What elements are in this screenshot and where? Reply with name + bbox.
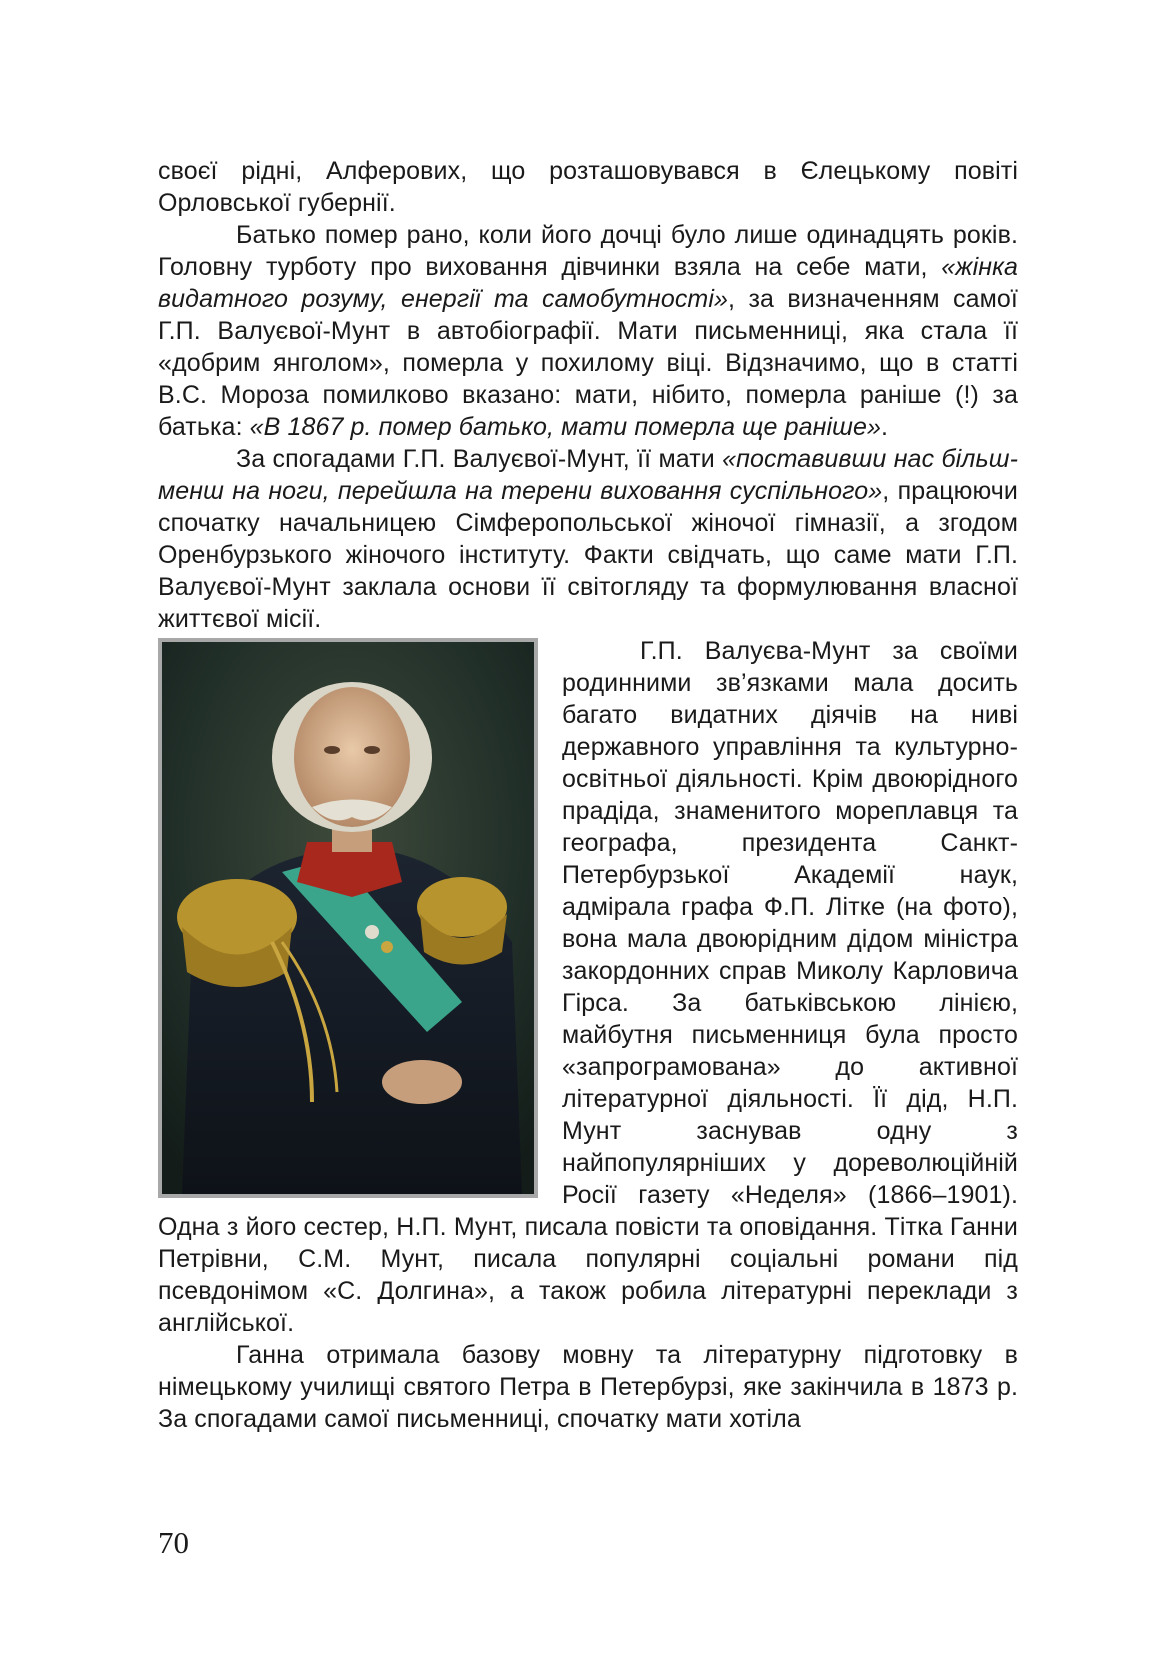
paragraph-2-text-c: . — [880, 413, 889, 441]
paragraph-2-text-b: , за визначенням самої Г.П. Валуєвої-Мунт в автобіографії. Мати письменниці, яка стала її «добрим янголом», померла у похилому віці. Відзначимо, що в статті В.С. Мороза помилково вказано: мати, нібито, померла раніше (!) за батька: — [158, 285, 1018, 441]
paragraph-2-quote-1: «жінка видатного розуму, енергії та самобутності» — [158, 253, 1018, 313]
text-column — [158, 155, 1018, 1435]
paragraph-2-quote-2: «В 1867 р. помер батько, мати померла ще раніше» — [249, 413, 881, 441]
page-number: 70 — [158, 1525, 189, 1560]
portrait-image — [162, 642, 534, 1194]
paragraph-3-text-b: , працюючи спочатку начальницею Сімферопольської жіночої гімназії, а згодом Оренбурзького жіночого інституту. Факти свідчать, що саме мати Г.П. Валуєвої-Мунт заклала основи її світогляду та формулювання власної життєвої місії. — [158, 477, 1018, 633]
paragraph-5: Ганна отримала базову мовну та літературну підготовку в німецькому училищі святого Петра в Петербурзі, яке закінчила в 1873 р. За спогадами самої письменниці, спочатку мати хотіла — [158, 1341, 1018, 1433]
paragraph-3-quote: «поставивши нас більш-менш на ноги, перейшла на терени виховання суспільного» — [158, 445, 1018, 505]
paragraph-3 — [158, 443, 1018, 635]
paragraph-4: Г.П. Валуєва-Мунт за своїми родинними зв’язками мала досить багато видатних діячів на ниві державного управління та культурно-освітньої діяльності. Крім двоюрідного прадіда, знаменитого мореплавця та географа, президента Санкт-Петербурзької Академії наук, адмірала графа Ф.П. Літке (на фото), вона мала двоюрідним дідом міністра закордонних справ Миколу Карловича Гірса. За батьківською лінією, майбутня письменниця була просто «запрограмована» до активної літературної діяльності. Її дід, Н.П. Мунт заснував одну з найпопулярніших у дореволюційній Росії газету «Неделя» (1866–1901). Одна з його сестер, Н.П. Мунт, писала повісти та оповідання. Тітка Ганни Петрівни, С.М. Мунт, писала популярні соціальні романи під псевдонімом «С. Долгина», а також робила літературні переклади з англійської. — [158, 637, 1018, 1337]
paragraph-3-text-a: За спогадами Г.П. Валуєвої-Мунт, її мати — [236, 445, 723, 473]
paragraph-1: своєї рідні, Алферових, що розташовувався в Єлецькому повіті Орловської губернії. — [158, 157, 1018, 217]
paragraph-2-text-a: Батько помер рано, коли його дочці було лише одинадцять років. Головну турботу про виховання дівчинки взяла на себе мати, — [158, 221, 1018, 281]
paragraph-2 — [158, 219, 1018, 443]
portrait-photo — [158, 638, 538, 1198]
